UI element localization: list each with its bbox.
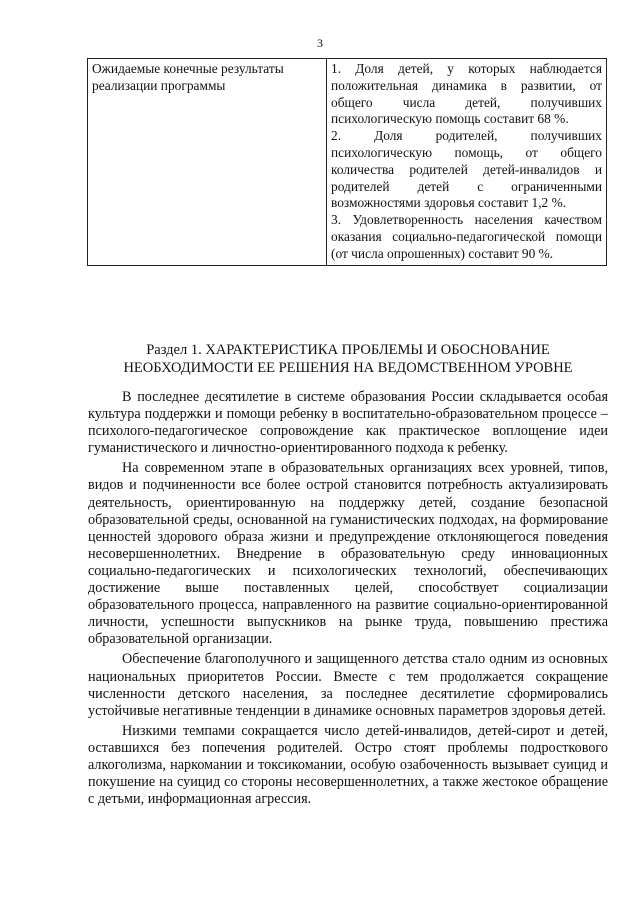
paragraph-3: Обеспечение благополучного и защищенного детства стало одним из основных национальных приоритетов России. Вместе с тем продолжается сокращение численности детского населения, за последнее десятилетие сформировались устойчивые негативные тенденции в динамике основных параметров здоровья детей. [88, 651, 608, 719]
table-value-cell [327, 59, 607, 266]
result-item-2: 2. Доля родителей, получивших психологическую помощь, от общего количества родителей детей-инвалидов и родителей детей с ограниченными возможностями здоровья составит 1,2 %. [331, 128, 602, 211]
table-row [88, 59, 607, 266]
body-text [88, 389, 608, 811]
paragraph-1: В последнее десятилетие в системе образования России складывается особая культура поддержки и помощи ребенку в воспитательно-образовательном процессе – психолого-педагогическое сопровождение как практическое воплощение идеи гуманистического и личностно-ориентированного подхода к ребенку. [88, 389, 608, 457]
table-label-cell: Ожидаемые конечные результаты реализации программы [88, 59, 327, 266]
result-item-3: 3. Удовлетворенность населения качеством оказания социально-педагогической помощи (от числа опрошенных) составит 90 %. [331, 212, 602, 261]
paragraph-2: На современном этапе в образовательных организациях всех уровней, типов, видов и подчиненности все более острой становится потребность актуализировать деятельность, ориентированную на поддержку детей, создание безопасной образовательной среды, основанной на гуманистических подходах, на формирование ценностей здорового образа жизни и предупреждение отклоняющегося поведения несовершеннолетних. Внедрение в образовательную среду инновационных социально-педагогических и психологических технологий, обеспечивающих достижение выше поставленных целей, способствует социализации образовательного процесса, направленного на развитие социально-ориентированной личности, успешности выпускников на рынке труда, повышению престижа образовательной организации. [88, 460, 608, 648]
result-item-1: 1. Доля детей, у которых наблюдается положительная динамика в развитии, от общего числа детей, получивших психологическую помощь составит 68 %. [331, 61, 602, 127]
paragraph-4: Низкими темпами сокращается число детей-инвалидов, детей-сирот и детей, оставшихся без попечения родителей. Остро стоят проблемы подросткового алкоголизма, наркомании и токсикомании, особую озабоченность вызывает суицид и покушение на суицид со стороны несовершеннолетних, а также жестокое обращение с детьми, информационная агрессия. [88, 722, 608, 808]
expected-results-table [87, 58, 607, 266]
page-number: 3 [317, 36, 323, 50]
section-heading-line2: НЕОБХОДИМОСТИ ЕЕ РЕШЕНИЯ НА ВЕДОМСТВЕННОМ УРОВНЕ [123, 360, 573, 376]
section-heading-line1: Раздел 1. ХАРАКТЕРИСТИКА ПРОБЛЕМЫ И ОБОСНОВАНИЕ [146, 342, 550, 358]
section-heading [88, 341, 608, 377]
